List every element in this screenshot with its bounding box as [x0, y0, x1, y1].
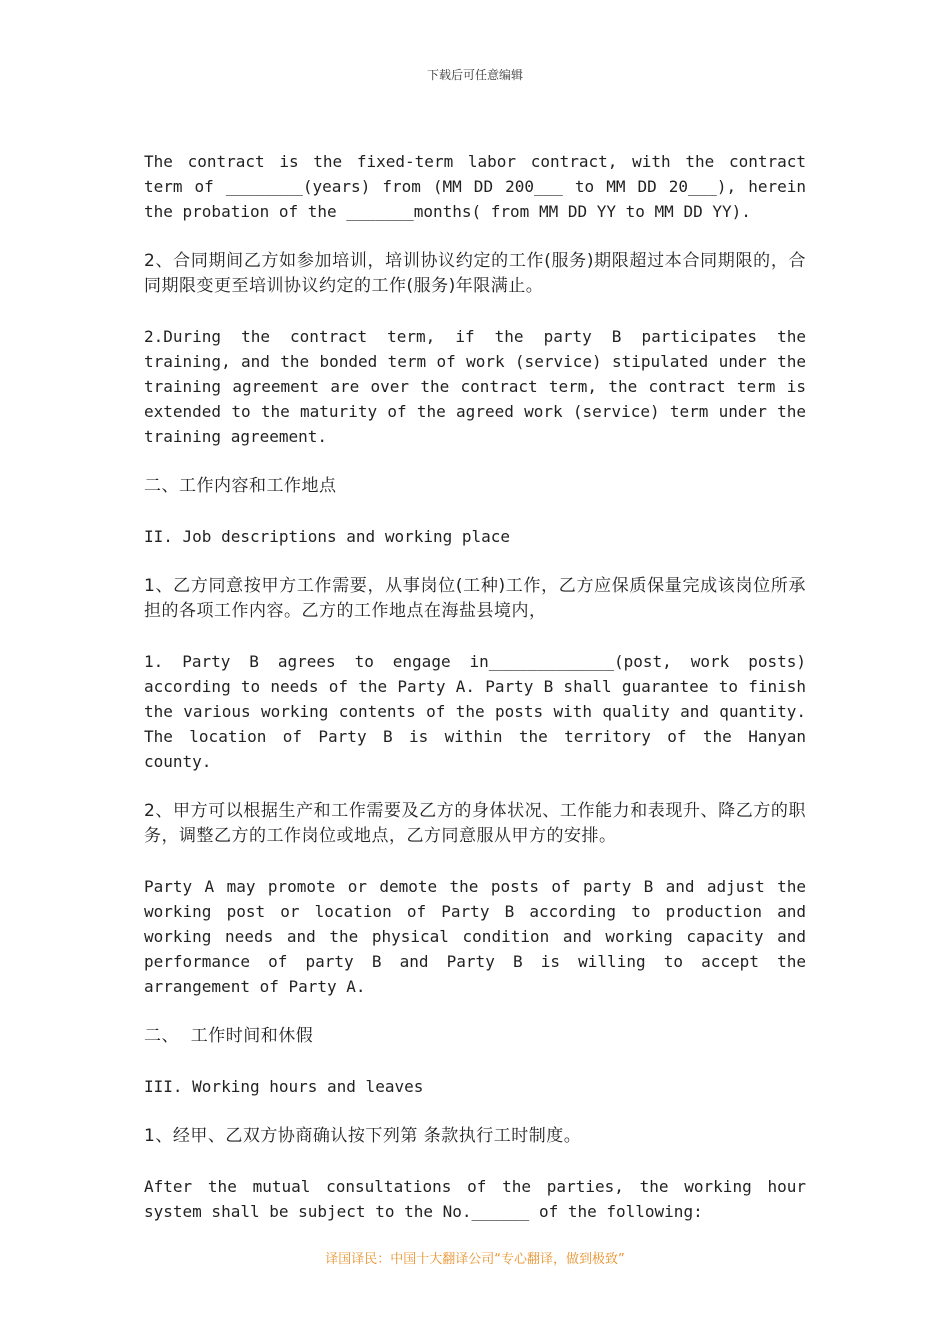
contract-term-paragraph-en: The contract is the fixed-term labor contract, with the contract term of ________(years) from (MM DD 200___ to MM DD 20___), herein the probation of the _______months( from MM DD YY to MM DD YY). — [144, 152, 806, 221]
training-term-paragraph-cn: 2、合同期间乙方如参加培训，培训协议约定的工作(服务)期限超过本合同期限的，合同期限变更至培训协议约定的工作(服务)年限满止。 — [144, 251, 806, 296]
document-body — [144, 149, 806, 1249]
page-header: 下载后可任意编辑 — [426, 68, 523, 82]
job-post-paragraph-en: 1. Party B agrees to engage in_____________(post, work posts) according to needs of the Party A. Party B shall guarantee to finish the various working contents of the posts with quality and quantity. The location of Party B is within the territory of the Hanyan county. — [144, 652, 806, 771]
section-heading-hours-cn: 二、 工作时间和休假 — [144, 1026, 314, 1046]
section-heading-job-en: II. Job descriptions and working place — [144, 527, 511, 546]
job-post-paragraph-cn: 1、乙方同意按甲方工作需要，从事岗位(工种)工作，乙方应保质保量完成该岗位所承担的各项工作内容。乙方的工作地点在海盐县境内， — [144, 576, 806, 621]
page-footer: 译国译民：中国十大翻译公司“专心翻译，做到极致” — [325, 1252, 625, 1267]
post-adjust-paragraph-en: Party A may promote or demote the posts of party B and adjust the working post or location of Party B according to production and working needs and the physical condition and working capacity and performance of party B and Party B is willing to accept the arrangement of Party A. — [144, 877, 806, 996]
training-term-paragraph-en: 2.During the contract term, if the party B participates the training, and the bonded term of work (service) stipulated under the training agreement are over the contract term, the contract term is extended to the maturity of the agreed work (service) term under the training agreement. — [144, 327, 806, 446]
section-heading-job-cn: 二、工作内容和工作地点 — [144, 476, 337, 496]
section-heading-hours-en: III. Working hours and leaves — [144, 1077, 424, 1096]
post-adjust-paragraph-cn: 2、甲方可以根据生产和工作需要及乙方的身体状况、工作能力和表现升、降乙方的职务，调整乙方的工作岗位或地点，乙方同意服从甲方的安排。 — [144, 801, 806, 846]
working-hour-paragraph-cn: 1、经甲、乙双方协商确认按下列第 条款执行工时制度。 — [144, 1126, 582, 1146]
working-hour-paragraph-en: After the mutual consultations of the parties, the working hour system shall be subject to the No.______ of the following: — [144, 1177, 806, 1221]
